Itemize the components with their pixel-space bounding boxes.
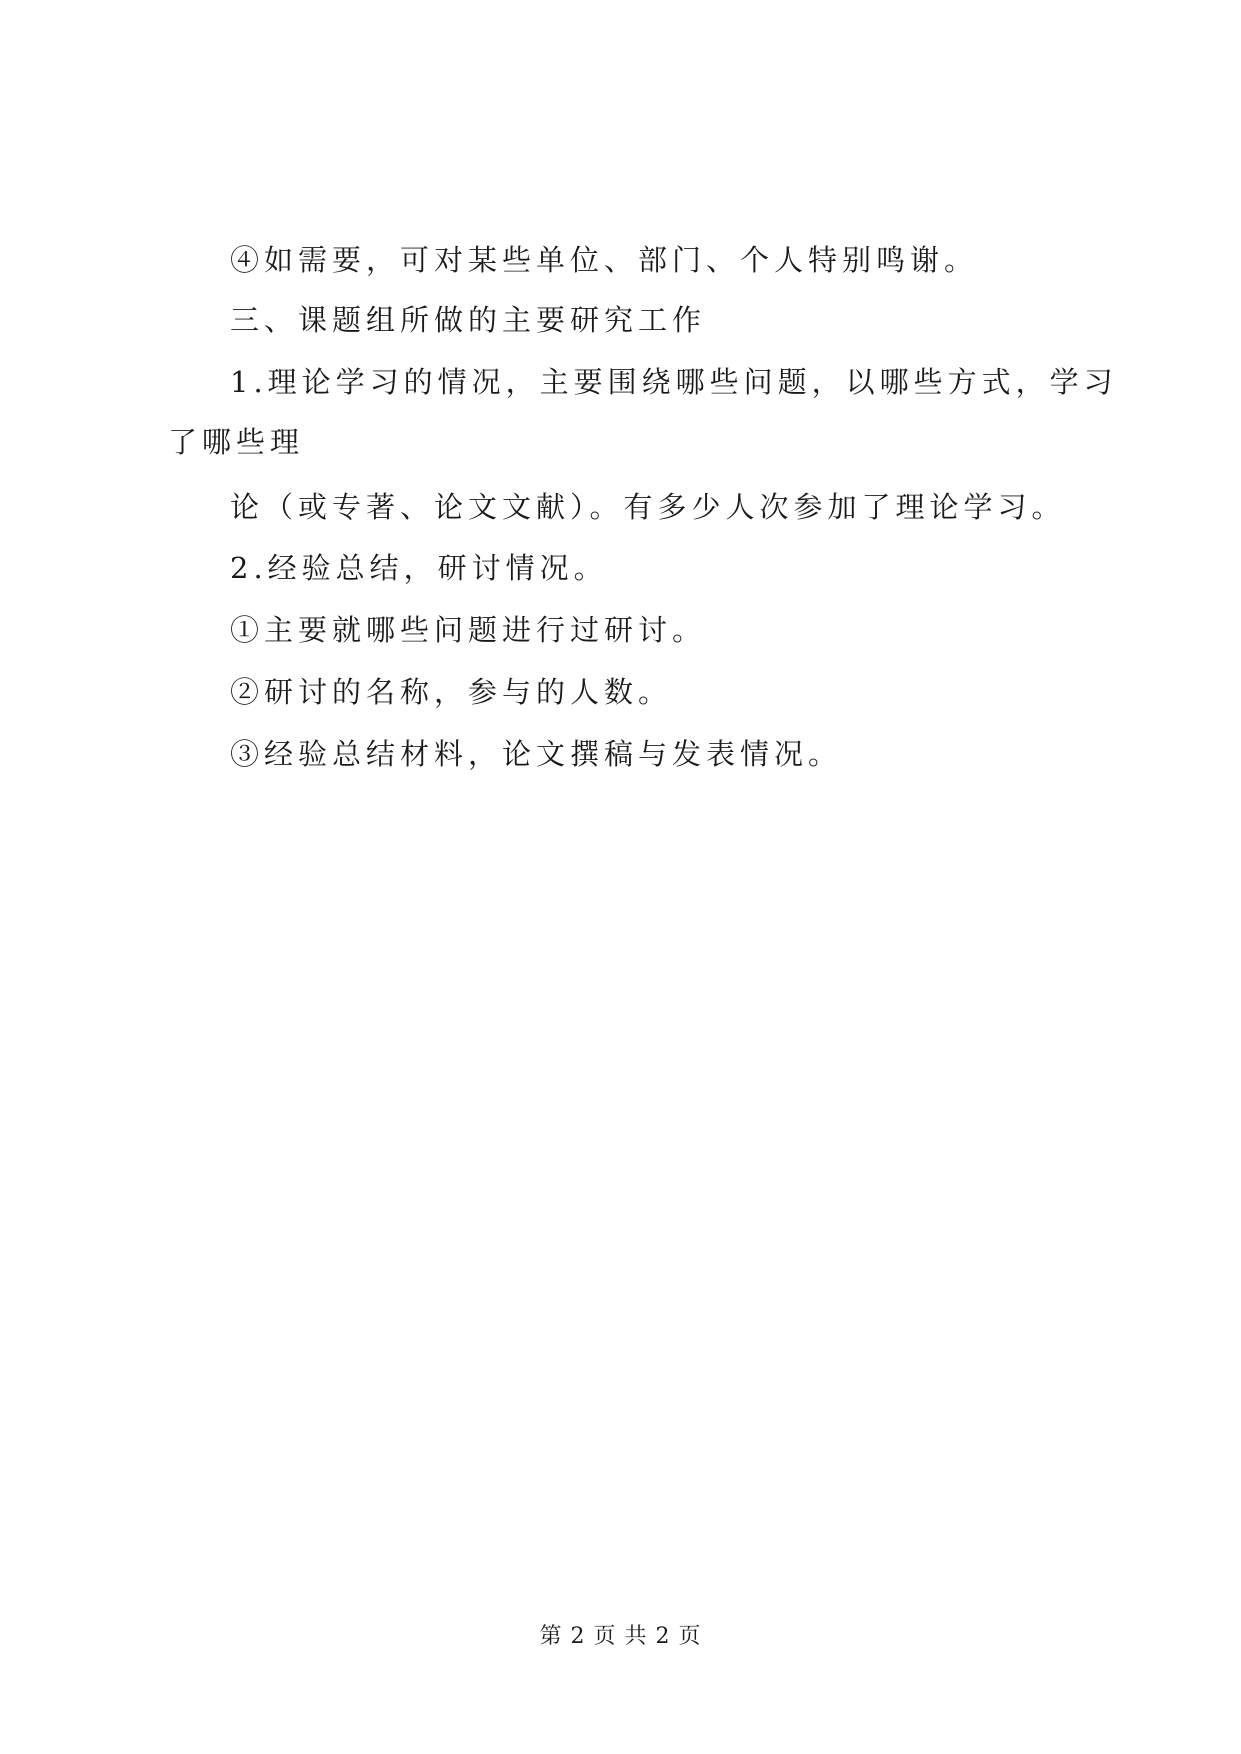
list-item-1: ①主要就哪些问题进行过研讨。: [230, 613, 707, 647]
paragraph-theory-study-continued: 了哪些理: [168, 425, 305, 459]
page-footer: 第 2 页 共 2 页: [539, 1624, 702, 1649]
list-item-2: ②研讨的名称，参与的人数。: [230, 675, 673, 709]
paragraph-theory-literature: 论（或专著、论文文献）。有多少人次参加了理论学习。: [230, 490, 1066, 524]
paragraph-experience-summary: 2.经验总结，研讨情况。: [230, 551, 608, 585]
paragraph-acknowledgement: ④如需要，可对某些单位、部门、个人特别鸣谢。: [230, 243, 979, 277]
list-item-3: ③经验总结材料，论文撰稿与发表情况。: [230, 737, 843, 771]
section-heading: 三、课题组所做的主要研究工作: [230, 303, 707, 337]
paragraph-theory-study: 1.理论学习的情况，主要围绕哪些问题，以哪些方式，学习: [230, 365, 1118, 399]
